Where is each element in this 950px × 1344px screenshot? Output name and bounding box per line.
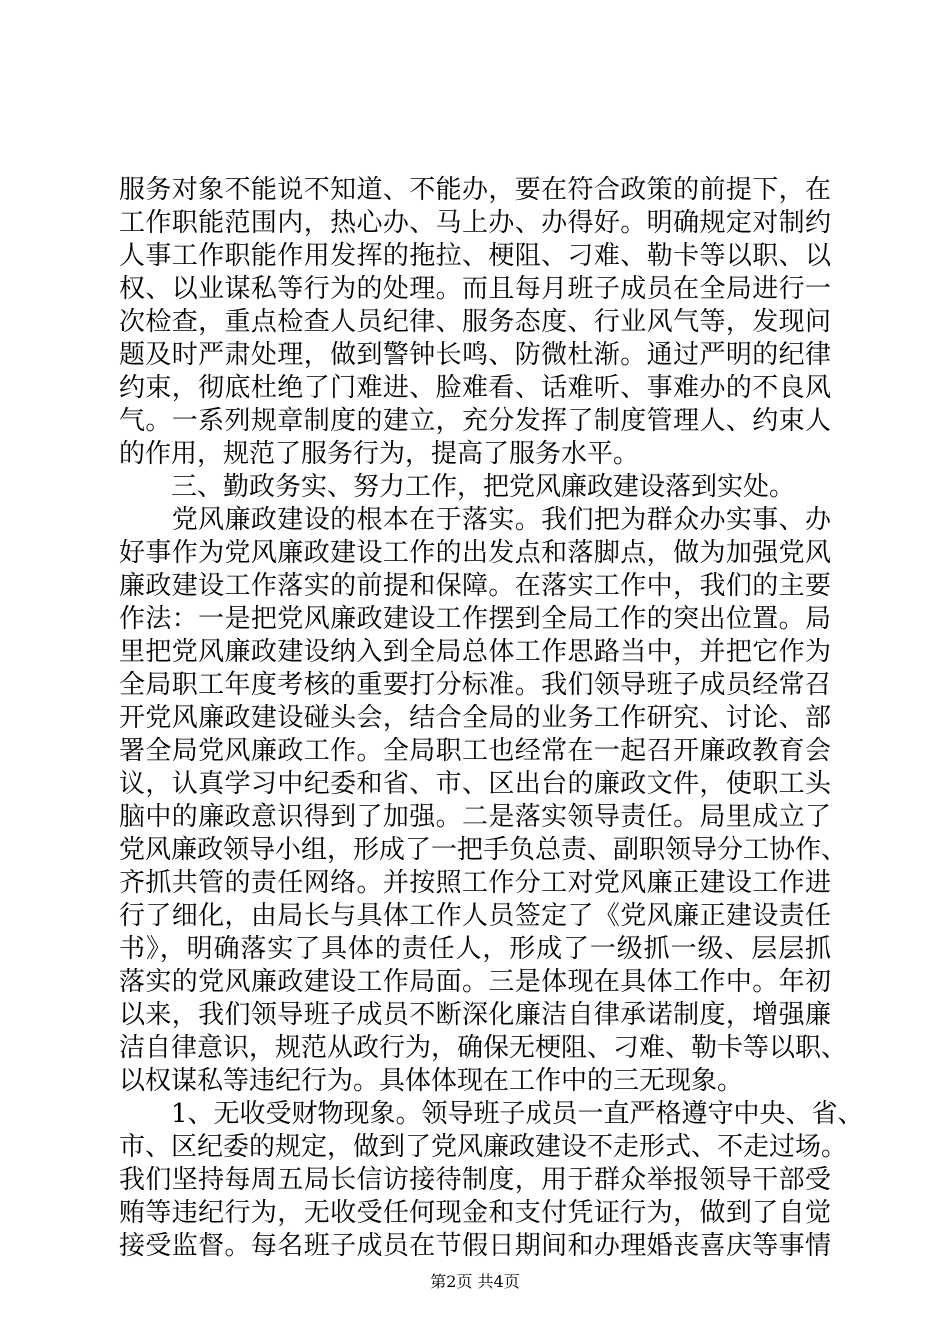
text-line: 贿等违纪行为，无收受任何现金和支付凭证行为，做到了自觉 [119,1198,831,1228]
text-line: 权、以业谋私等行为的处理。而且每月班子成员在全局进行一 [119,274,831,304]
text-line: 以来，我们领导班子成员不断深化廉洁自律承诺制度，增强廉 [119,1000,831,1030]
text-line: 落实的党风廉政建设工作局面。三是体现在具体工作中。年初 [119,967,831,997]
text-line: 全局职工年度考核的重要打分标准。我们领导班子成员经常召 [119,670,831,700]
text-line: 洁自律意识，规范从政行为，确保无梗阻、刁难、勒卡等以职、 [119,1033,848,1063]
text-line: 工作职能范围内，热心办、马上办、办得好。明确规定对制约 [119,208,831,238]
section-heading: 三、勤政务实、努力工作，把党风廉政建设落到实处。 [119,472,796,502]
text-line: 气。一系列规章制度的建立，充分发挥了制度管理人、约束人 [119,406,831,436]
text-line: 作法：一是把党风廉政建设工作摆到全局工作的突出位置。局 [119,604,831,634]
text-line: 党风廉政建设的根本在于落实。我们把为群众办实事、办 [119,505,831,535]
text-line: 服务对象不能说不知道、不能办，要在符合政策的前提下，在 [119,175,831,205]
text-line: 党风廉政领导小组，形成了一把手负总责、副职领导分工协作、 [119,835,848,865]
text-line: 以权谋私等违纪行为。具体体现在工作中的三无现象。 [119,1066,744,1096]
text-line: 齐抓共管的责任网络。并按照工作分工对党风廉正建设工作进 [119,868,831,898]
text-line: 书》，明确落实了具体的责任人，形成了一级抓一级、层层抓 [119,934,831,964]
text-line: 题及时严肃处理，做到警钟长鸣、防微杜渐。通过严明的纪律 [119,340,831,370]
text-line: 我们坚持每周五局长信访接待制度，用于群众举报领导干部受 [119,1165,831,1195]
text-line: 开党风廉政建设碰头会，结合全局的业务工作研究、讨论、部 [119,703,831,733]
page-number-footer: 第2页 共4页 [430,1272,520,1291]
text-line: 署全局党风廉政工作。全局职工也经常在一起召开廉政教育会 [119,736,831,766]
text-line: 的作用，规范了服务行为，提高了服务水平。 [119,439,640,469]
text-line: 廉政建设工作落实的前提和保障。在落实工作中，我们的主要 [119,571,831,601]
text-line: 议，认真学习中纪委和省、市、区出台的廉政文件，使职工头 [119,769,831,799]
text-line: 次检查，重点检查人员纪律、服务态度、行业风气等，发现问 [119,307,831,337]
text-line: 里把党风廉政建设纳入到全局总体工作思路当中，并把它作为 [119,637,831,667]
text-line: 行了细化，由局长与具体工作人员签定了《党风廉正建设责任 [119,901,831,931]
text-line: 约束，彻底杜绝了门难进、脸难看、话难听、事难办的不良风 [119,373,831,403]
text-line: 接受监督。每名班子成员在节假日期间和办理婚丧喜庆等事情 [119,1231,831,1261]
text-line: 人事工作职能作用发挥的拖拉、梗阻、刁难、勒卡等以职、以 [119,241,831,271]
text-line: 好事作为党风廉政建设工作的出发点和落脚点，做为加强党风 [119,538,831,568]
text-line: 市、区纪委的规定，做到了党风廉政建设不走形式、不走过场。 [119,1132,848,1162]
text-line: 脑中的廉政意识得到了加强。二是落实领导责任。局里成立了 [119,802,831,832]
text-line: 1、无收受财物现象。领导班子成员一直严格遵守中央、省、 [119,1099,864,1129]
